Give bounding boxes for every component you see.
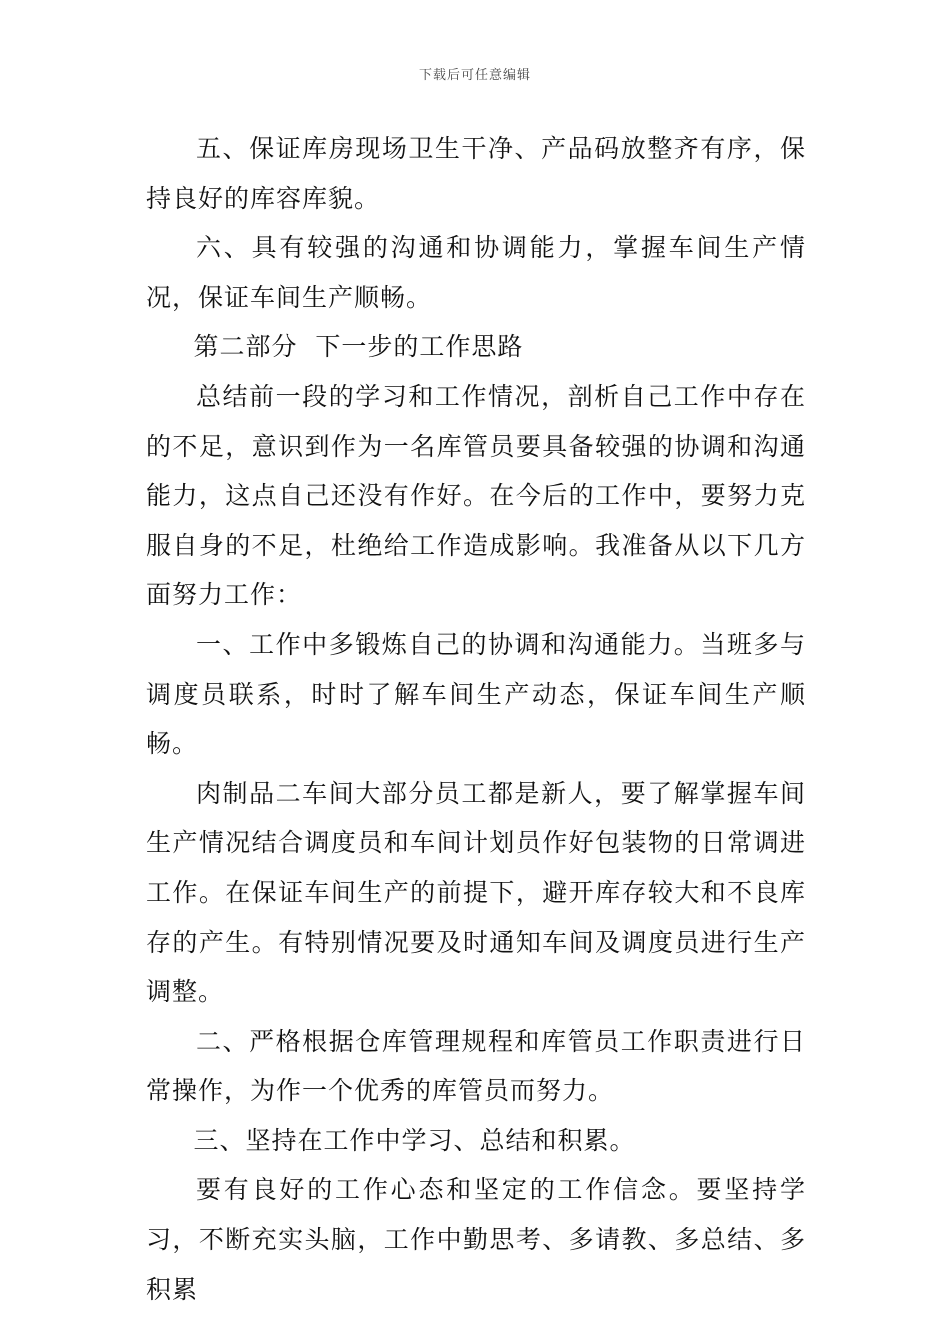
page-header: 下载后可任意编辑 (418, 68, 531, 83)
paragraph: 肉制品二车间大部分员工都是新人，要了解掌握车间生产情况结合调度员和车间计划员作好包装物的日常调进工作。在保证车间生产的前提下，避开库存较大和不良库存的产生。有特别情况要及时通知车间及调度员进行生产调整。 (146, 778, 806, 1007)
paragraph: 一、工作中多锻炼自己的协调和沟通能力。当班多与调度员联系，时时了解车间生产动态，保证车间生产顺畅。 (146, 629, 806, 759)
paragraph: 总结前一段的学习和工作情况，剖析自己工作中存在的不足，意识到作为一名库管员要具备较强的协调和沟通能力，这点自己还没有作好。在今后的工作中，要努力克服自身的不足，杜绝给工作造成影响。我准备从以下几方面努力工作： (146, 381, 806, 610)
paragraph: 要有良好的工作心态和坚定的工作信念。要坚持学习，不断充实头脑，工作中勤思考、多请教、多总结、多积累 (146, 1175, 806, 1304)
document-body (146, 124, 806, 1314)
paragraph: 五、保证库房现场卫生干净、产品码放整齐有序，保持良好的库容库貌。 (146, 134, 806, 213)
section-heading: 第二部分 下一步的工作思路 (193, 332, 524, 362)
paragraph: 三、坚持在工作中学习、总结和积累。 (193, 1125, 636, 1155)
paragraph: 二、严格根据仓库管理规程和库管员工作职责进行日常操作，为作一个优秀的库管员而努力。 (146, 1026, 806, 1106)
paragraph: 六、具有较强的沟通和协调能力，掌握车间生产情况，保证车间生产顺畅。 (146, 233, 806, 312)
